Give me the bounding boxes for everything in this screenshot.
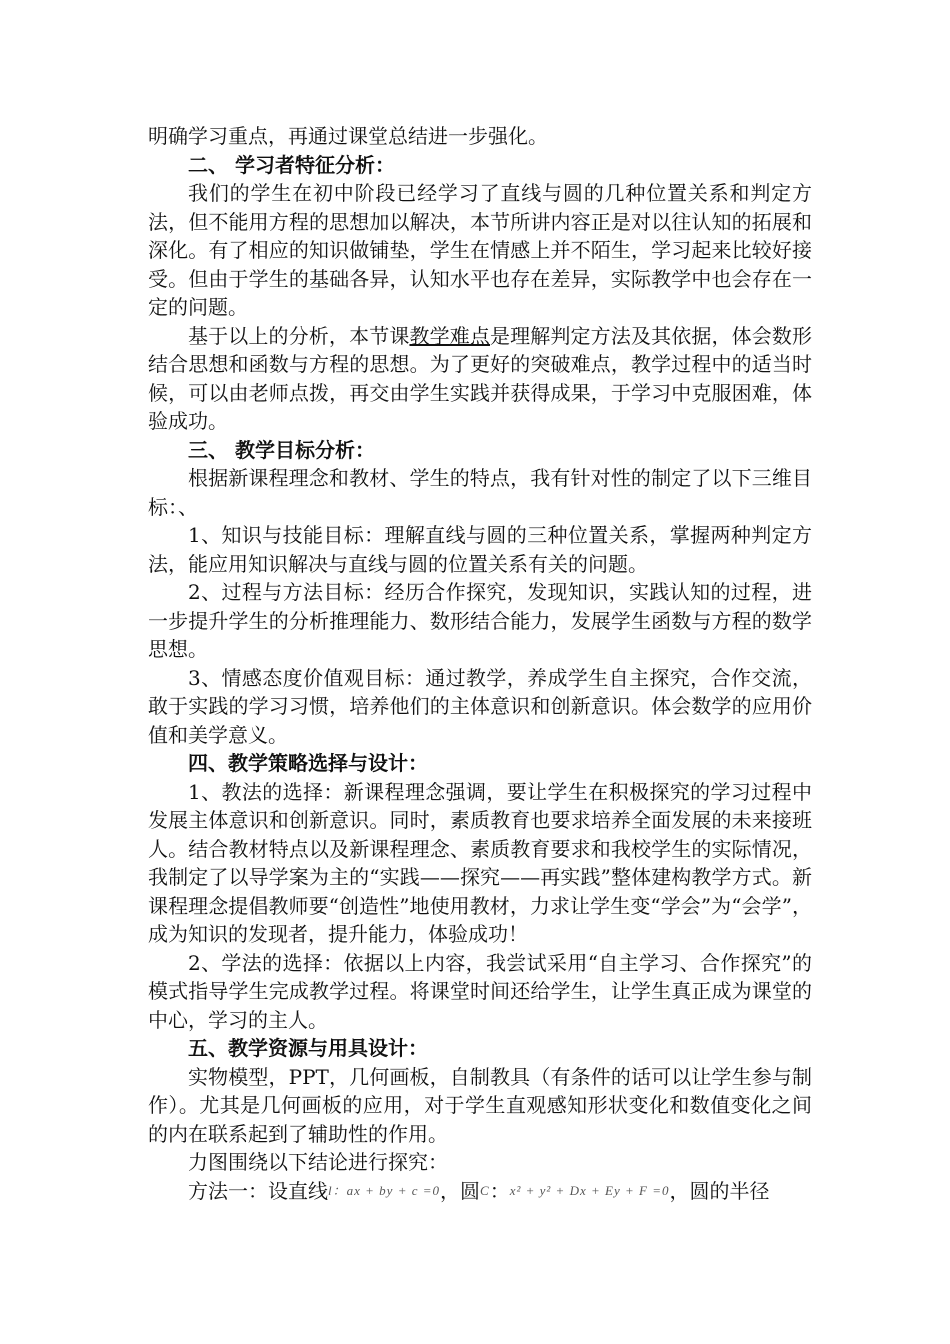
text-span: ，圆	[440, 1178, 481, 1203]
paragraph-goal-1: 1、知识与技能目标：理解直线与圆的三种位置关系，掌握两种判定方法，能应用知识解决与直线与圆的位置关系有关的问题。	[148, 523, 812, 576]
document-body	[148, 122, 812, 1205]
paragraph-intro-end: 明确学习重点，再通过课堂总结进一步强化。	[148, 124, 548, 148]
section-heading-teaching-goals: 三、 教学目标分析：	[188, 437, 375, 462]
math-line-symbol: l	[328, 1182, 333, 1198]
math-colon: ：	[332, 1182, 347, 1198]
text-span: 是理解判定方法及其依据，体会数形结合思想和函数与方程的思想。为了更好的突破难点，教学过程中的适当时候，可以由老师点拨，再交由学生实践并获得成果，于学习中克服困难，体验成功。	[148, 323, 813, 433]
text-span: ：	[489, 1178, 510, 1203]
paragraph-method-1	[148, 1177, 812, 1206]
paragraph-learner-1: 我们的学生在初中阶段已经学习了直线与圆的几种位置关系和判定方法，但不能用方程的思想加以解决，本节所讲内容正是对以往认知的拓展和深化。有了相应的知识做铺垫，学生在情感上并不陌生，学习起来比较好接受。但由于学生的基础各异，认知水平也存在差异，实际教学中也会存在一定的问题。	[148, 181, 812, 319]
section-heading-learner-analysis: 二、 学习者特征分析：	[188, 152, 395, 177]
text-span: ，圆的半径	[669, 1178, 770, 1203]
paragraph-strategy-1: 1、教法的选择：新课程理念强调，要让学生在积极探究的学习过程中发展主体意识和创新意识。同时，素质教育也要求培养全面发展的未来接班人。结合教材特点以及新课程理念、素质教育要求和我校学生的实际情况，我制定了以导学案为主的“实践——探究——再实践”整体建构教学方式。新课程理念提倡教师要“创造性”地使用教材，力求让学生变“学会”为“会学”，成为知识的发现者，提升能力，体验成功！	[148, 779, 812, 946]
text-span: 方法一：设直线	[188, 1178, 328, 1203]
paragraph-goal-2: 2、过程与方法目标：经历合作探究，发现知识，实践认知的过程，进一步提升学生的分析推理能力、数形结合能力，发展学生函数与方程的数学思想。	[148, 580, 812, 661]
paragraph-strategy-2: 2、学法的选择：依据以上内容，我尝试采用“自主学习、合作探究”的模式指导学生完成教学过程。将课堂时间还给学生，让学生真正成为课堂的中心，学习的主人。	[148, 950, 812, 1032]
section-heading-resources: 五、教学资源与用具设计：	[188, 1036, 428, 1060]
paragraph-resources: 实物模型，PPT，几何画板，自制教具（有条件的话可以让学生参与制作）。尤其是几何画板的应用，对于学生直观感知形状变化和数值变化之间的内在联系起到了辅助性的作用。	[148, 1064, 812, 1146]
section-heading-teaching-strategy: 四、教学策略选择与设计：	[188, 751, 428, 775]
paragraph-goal-intro: 根据新课程理念和教材、学生的特点，我有针对性的制定了以下三维目标：、	[148, 466, 812, 519]
paragraph-learner-2	[148, 322, 812, 436]
paragraph-goal-3: 3、情感态度价值观目标：通过教学，养成学生自主探究，合作交流，敢于实践的学习习惯，培养他们的主体意识和创新意识。体会数学的应用价值和美学意义。	[148, 665, 812, 747]
math-circle-equation: x² + y² + Dx + Ey + F =0	[509, 1182, 670, 1198]
text-span: 基于以上的分析，本节课	[188, 323, 410, 348]
underlined-term: 教学难点	[409, 323, 491, 348]
math-line-equation: ax + by + c =0	[346, 1182, 441, 1198]
math-circle-symbol: C	[480, 1182, 490, 1198]
paragraph-explore: 力图围绕以下结论进行探究：	[188, 1150, 448, 1174]
